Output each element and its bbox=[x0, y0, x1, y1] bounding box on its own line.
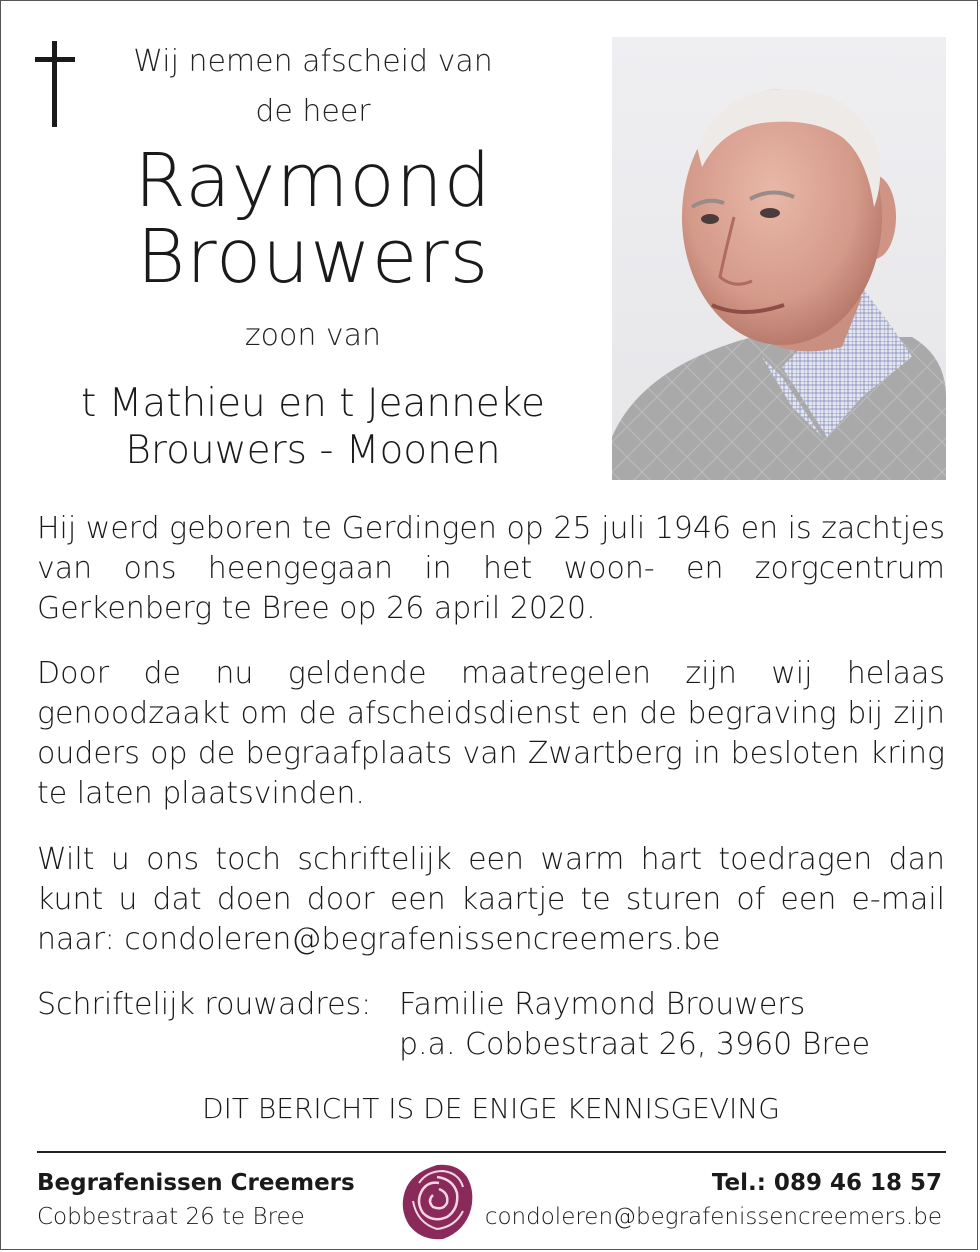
company-phone: Tel.: 089 46 18 57 bbox=[711, 1170, 942, 1196]
footer-divider bbox=[37, 1151, 946, 1153]
notice-text: DIT BERICHT IS DE ENIGE KENNISGEVING bbox=[202, 1092, 780, 1125]
last-name: Brouwers bbox=[136, 214, 490, 300]
company-name: Begrafenissen Creemers bbox=[37, 1170, 355, 1196]
deceased-name bbox=[1, 138, 625, 300]
condolence-paragraph: Wilt u ons toch schriftelijk een warm hart toedragen dan kunt u dat doen door een kaartje te sturen of een e-mail naar: condoleren@begrafenissencreemers.be bbox=[37, 842, 945, 957]
intro-text bbox=[1, 37, 625, 137]
mourning-address bbox=[399, 985, 870, 1065]
intro-line-2: de heer bbox=[255, 94, 371, 129]
address-label: Schriftelijk rouwadres: bbox=[37, 987, 372, 1022]
parents-line-2: Brouwers - Moonen bbox=[125, 428, 501, 473]
company-street: Cobbestraat 26 te Bree bbox=[37, 1204, 305, 1230]
intro-line-1: Wij nemen afscheid van bbox=[133, 44, 493, 79]
funeral-paragraph: Door de nu geldende maatregelen zijn wij helaas genoodzaakt om de afscheidsdienst en de begraving bij zijn ouders op de begraafplaats van Zwartberg in besloten kring te laten plaatsvinden. bbox=[37, 656, 945, 811]
company-email: condoleren@begrafenissencreemers.be bbox=[484, 1204, 942, 1230]
relation-text: zoon van bbox=[244, 318, 382, 353]
parents-names bbox=[1, 380, 625, 474]
portrait-photo bbox=[612, 37, 946, 480]
rose-icon bbox=[399, 1161, 475, 1243]
address-line-2: p.a. Cobbestraat 26, 3960 Bree bbox=[399, 1027, 871, 1062]
parents-line-1: t Mathieu en t Jeanneke bbox=[80, 381, 545, 426]
first-name: Raymond bbox=[134, 138, 492, 224]
address-line-1: Familie Raymond Brouwers bbox=[399, 987, 806, 1022]
birth-death-paragraph: Hij werd geboren te Gerdingen op 25 juli 1946 en is zachtjes van ons heengegaan in het woon- en zorgcentrum Gerkenberg te Bree op 26 april 2020. bbox=[37, 511, 945, 626]
